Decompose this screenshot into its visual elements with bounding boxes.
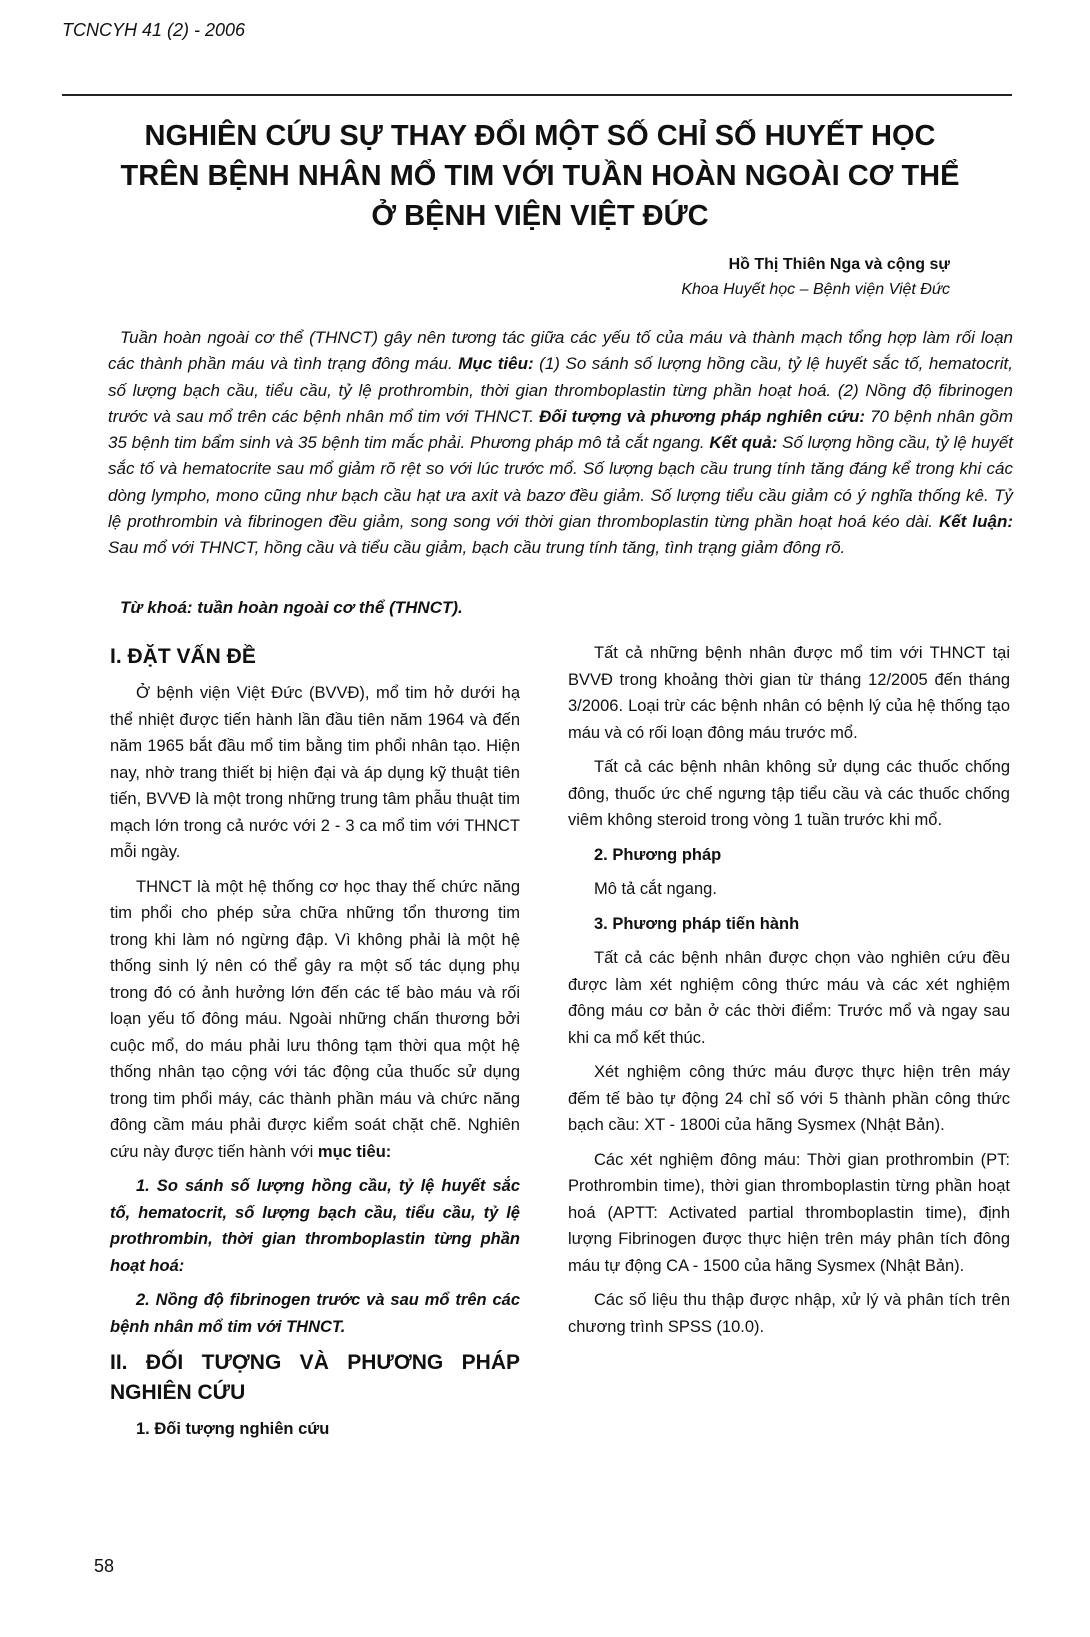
abstract-text: Tuần hoàn ngoài cơ thể (THNCT) gây nên tương tác giữa các yếu tố của máu và thành mạch tổng hợp làm rối loạn các thành phần máu và tình trạng đông máu. — [108, 328, 1013, 374]
title-line: Ở BỆNH VIỆN VIỆT ĐỨC — [371, 200, 709, 232]
section-heading: I. ĐẶT VẤN ĐỀ — [110, 645, 256, 668]
objective: 1. So sánh số lượng hồng cầu, tỷ lệ huyết sắc tố, hematocrit, số lượng bạch cầu, tiểu cầu, tỷ lệ prothrombin, thời gian thromboplastin từng phần hoạt hoá: — [110, 1177, 520, 1275]
paragraph: Xét nghiệm công thức máu được thực hiện trên máy đếm tế bào tự động 24 chỉ số với 5 thành phần công thức bạch cầu: XT - 1800i của hãng Sysmex (Nhật Bản). — [568, 1063, 1010, 1134]
page-number: 58 — [94, 1556, 115, 1576]
abstract-label: Kết luận: — [939, 512, 1013, 532]
subsection-heading: 3. Phương pháp tiến hành — [594, 914, 800, 933]
right-column — [568, 640, 1010, 1348]
paragraph: Mô tả cắt ngang. — [594, 880, 717, 898]
abstract — [108, 325, 1013, 562]
abstract-text: (1) So sánh số lượng hồng cầu, tỷ lệ huyết sắc tố, hematocrit, số lượng bạch cầu, tiểu cầu, tỷ lệ prothrombin, thời gian thromboplastin từng phần hoạt hoá. (2) Nồng độ fibrinogen trước và sau mổ trên các bệnh nhân mổ tim với THNCT. — [108, 354, 1013, 426]
left-column — [110, 640, 520, 1451]
paragraph — [110, 874, 520, 1166]
paragraph: Ở bệnh viện Việt Đức (BVVĐ), mổ tim hở dưới hạ thể nhiệt được tiến hành lần đầu tiên năm 1964 và đến năm 1965 bắt đầu mổ tim bằng tim phổi nhân tạo. Hiện nay, nhờ trang thiết bị hiện đại và áp dụng kỹ thuật tiên tiến, BVVĐ là một trong những trung tâm phẫu thuật tim mạch lớn trong cả nước với 2 - 3 ca mổ tim với THNCT mỗi ngày. — [110, 684, 520, 861]
paragraph-bold: mục tiêu: — [317, 1142, 392, 1161]
abstract-text: Số lượng hồng cầu, tỷ lệ huyết sắc tố và hematocrite sau mổ giảm rõ rệt so với lúc trước mổ. Số lượng bạch cầu trung tính tăng đáng kể trong khi các dòng lympho, mono cũng như bạch cầu hạt ưa axit và bazơ đều giảm. Số lượng tiểu cầu giảm có ý nghĩa thống kê. Tỷ lệ prothrombin và fibrinogen đều giảm, song song với thời gian thromboplastin từng phần hoạt hoá kéo dài. — [108, 433, 1014, 532]
objective: 2. Nồng độ fibrinogen trước và sau mổ trên các bệnh nhân mổ tim với THNCT. — [110, 1291, 520, 1336]
section-heading: II. ĐỐI TƯỢNG VÀ PHƯƠNG PHÁP NGHIÊN CỨU — [110, 1351, 520, 1404]
abstract-label: Đối tượng và phương pháp nghiên cứu: — [539, 406, 865, 426]
journal-header: TCNCYH 41 (2) - 2006 — [62, 20, 246, 40]
article-title — [60, 116, 1020, 236]
paragraph-text: THNCT là một hệ thống cơ học thay thế chức năng tim phổi cho phép sửa chữa những tổn thương tim trong khi làm nó ngừng đập. Vì không phải là một hệ thống sinh lý nên có thể gây ra một số tác dụng phụ trong đó có ảnh hưởng lớn đến các tế bào máu và rối loạn yếu tố đông máu. Ngoài những chấn thương bởi cuộc mổ, do máu phải lưu thông tạm thời qua một hệ thống nhân tạo cộng với tác động của thuốc sử dụng trong tim phổi máy, các thành phần máu và chức năng đông cầm máu phải được kiểm soát chặt chẽ. Nghiên cứu này được tiến hành với — [110, 877, 520, 1161]
subsection-heading: 1. Đối tượng nghiên cứu — [136, 1420, 330, 1438]
subsection-heading: 2. Phương pháp — [594, 845, 722, 864]
author-name: Hồ Thị Thiên Nga và cộng sự — [728, 256, 950, 273]
paragraph: Các số liệu thu thập được nhập, xử lý và phân tích trên chương trình SPSS (10.0). — [568, 1291, 1010, 1336]
keywords: Từ khoá: tuần hoàn ngoài cơ thể (THNCT). — [120, 598, 463, 617]
title-line: TRÊN BỆNH NHÂN MỔ TIM VỚI TUẦN HOÀN NGOÀI CƠ THỂ — [120, 160, 960, 192]
paragraph: Tất cả các bệnh nhân không sử dụng các thuốc chống đông, thuốc ức chế ngưng tập tiểu cầu và các thuốc chống viêm không steroid trong vòng 1 tuần trước khi mổ. — [568, 758, 1010, 829]
author-block — [560, 252, 950, 302]
abstract-label: Mục tiêu: — [458, 354, 534, 374]
abstract-label: Kết quả: — [709, 433, 778, 453]
title-line: NGHIÊN CỨU SỰ THAY ĐỔI MỘT SỐ CHỈ SỐ HUYẾT HỌC — [144, 120, 936, 152]
abstract-text: 70 bệnh nhân gồm 35 bệnh tim bẩm sinh và 35 bệnh tim mắc phải. Phương pháp mô tả cắt ngang. — [108, 406, 1013, 453]
affiliation: Khoa Huyết học – Bệnh viện Việt Đức — [681, 281, 950, 298]
paragraph: Tất cả các bệnh nhân được chọn vào nghiên cứu đều được làm xét nghiệm công thức máu và các xét nghiệm đông máu cơ bản ở các thời điểm: Trước mổ và ngay sau khi ca mổ kết thúc. — [568, 949, 1010, 1047]
header-rule — [62, 94, 1012, 96]
paragraph: Các xét nghiệm đông máu: Thời gian prothrombin (PT: Prothrombin time), thời gian thromboplastin từng phần hoạt hoá (APTT: Activated partial thromboplastin time), định lượng Fibrinogen được thực hiện trên máy phân tích đông máu tự động CA - 1500 của hãng Sysmex (Nhật Bản). — [568, 1150, 1010, 1275]
paragraph: Tất cả những bệnh nhân được mổ tim với THNCT tại BVVĐ trong khoảng thời gian từ tháng 12/2005 đến tháng 3/2006. Loại trừ các bệnh nhân có bệnh lý của hệ thống tạo máu và có rối loạn đông máu trước mổ. — [568, 644, 1010, 742]
abstract-text: Sau mổ với THNCT, hồng cầu và tiểu cầu giảm, bạch cầu trung tính tăng, tình trạng giảm đông rõ. — [108, 538, 846, 558]
